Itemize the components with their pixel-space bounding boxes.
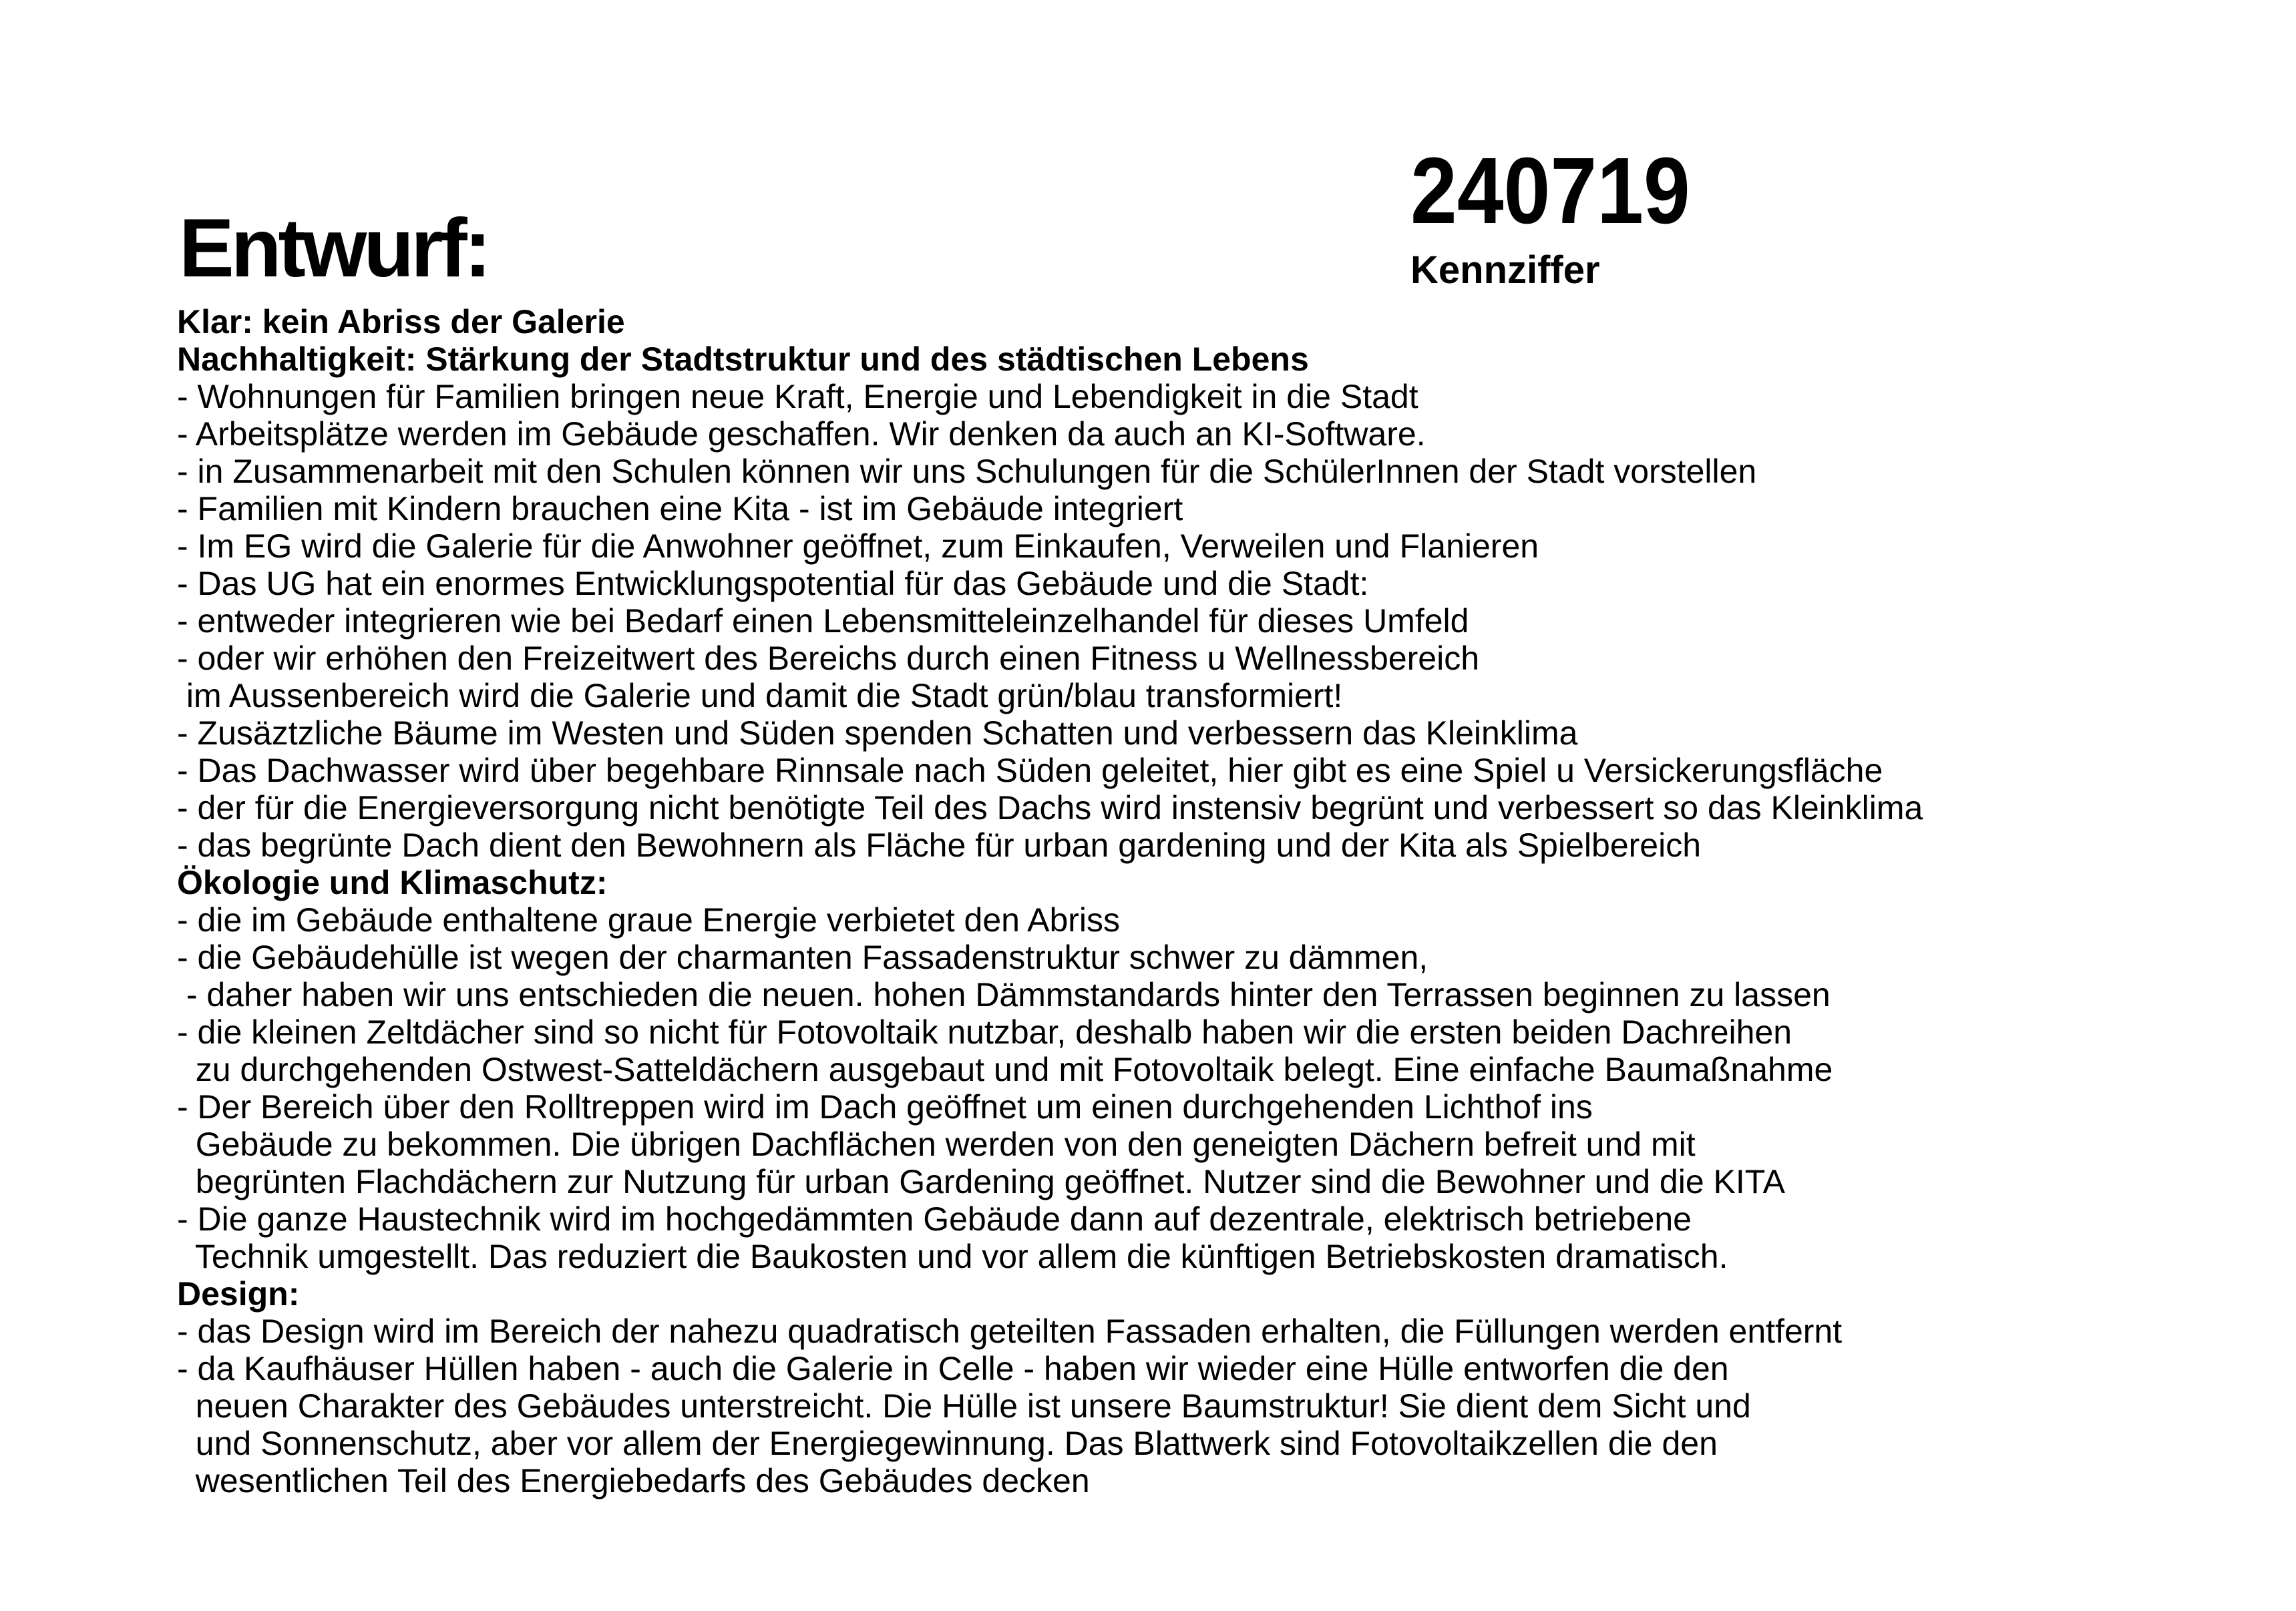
text-line: - die kleinen Zeltdächer sind so nicht für Fotovoltaik nutzbar, deshalb haben wir die ersten beiden Dachreihen — [177, 1013, 1792, 1051]
document-title: Entwurf: — [179, 202, 489, 294]
text-line: - entweder integrieren wie bei Bedarf einen Lebensmitteleinzelhandel für dieses Umfeld — [177, 602, 1469, 640]
text-line: Technik umgestellt. Das reduziert die Baukosten und vor allem die künftigen Betriebskosten dramatisch. — [177, 1238, 1728, 1275]
text-line: im Aussenbereich wird die Galerie und damit die Stadt grün/blau transformiert! — [177, 677, 1343, 714]
text-line: - das begrünte Dach dient den Bewohnern als Fläche für urban gardening und der Kita als Spielbereich — [177, 827, 1702, 864]
text-line: - Das Dachwasser wird über begehbare Rinnsale nach Süden geleitet, hier gibt es eine Spiel u Versickerungsfläche — [177, 752, 1883, 789]
code-number-label: Kennziffer — [1410, 248, 1600, 292]
text-line: zu durchgehenden Ostwest-Satteldächern ausgebaut und mit Fotovoltaik belegt. Eine einfache Baumaßnahme — [177, 1051, 1833, 1088]
text-line: - in Zusammenarbeit mit den Schulen können wir uns Schulungen für die SchülerInnen der Stadt vorstellen — [177, 453, 1757, 490]
heading-line: Klar: kein Abriss der Galerie — [177, 303, 625, 340]
text-line: - Familien mit Kindern brauchen eine Kita - ist im Gebäude integriert — [177, 490, 1183, 527]
text-line: - Die ganze Haustechnik wird im hochgedämmten Gebäude dann auf dezentrale, elektrisch betriebene — [177, 1200, 1692, 1238]
text-line: Gebäude zu bekommen. Die übrigen Dachflächen werden von den geneigten Dächern befreit und mit — [177, 1126, 1696, 1163]
text-line: - Arbeitsplätze werden im Gebäude geschaffen. Wir denken da auch an KI-Software. — [177, 415, 1426, 453]
text-line: - das Design wird im Bereich der nahezu quadratisch geteilten Fassaden erhalten, die Füllungen werden entfernt — [177, 1313, 1843, 1350]
text-line: - Im EG wird die Galerie für die Anwohner geöffnet, zum Einkaufen, Verweilen und Flanieren — [177, 527, 1539, 565]
text-line: - Zusäztzliche Bäume im Westen und Süden spenden Schatten und verbessern das Kleinklima — [177, 714, 1578, 752]
text-line: - oder wir erhöhen den Freizeitwert des Bereichs durch einen Fitness u Wellnessbereich — [177, 640, 1480, 677]
text-line: - die Gebäudehülle ist wegen der charmanten Fassadenstruktur schwer zu dämmen, — [177, 939, 1428, 976]
heading-line: Design: — [177, 1275, 300, 1313]
text-line: wesentlichen Teil des Energiebedarfs des Gebäudes decken — [177, 1462, 1090, 1500]
text-line: - Das UG hat ein enormes Entwicklungspotential für das Gebäude und die Stadt: — [177, 565, 1369, 602]
body-text — [177, 303, 2229, 1500]
text-line: - die im Gebäude enthaltene graue Energie verbietet den Abriss — [177, 901, 1121, 939]
text-line: - Wohnungen für Familien bringen neue Kraft, Energie und Lebendigkeit in die Stadt — [177, 378, 1418, 415]
heading-line: Ökologie und Klimaschutz: — [177, 864, 608, 901]
text-line: begrünten Flachdächern zur Nutzung für urban Gardening geöffnet. Nutzer sind die Bewohner und die KITA — [177, 1163, 1785, 1200]
text-line: - der für die Energieversorgung nicht benötigte Teil des Dachs wird instensiv begrünt und verbessert so das Kleinklima — [177, 789, 1923, 827]
text-line: und Sonnenschutz, aber vor allem der Energiegewinnung. Das Blattwerk sind Fotovoltaikzellen die den — [177, 1425, 1718, 1462]
text-line: neuen Charakter des Gebäudes unterstreicht. Die Hülle ist unsere Baumstruktur! Sie dient dem Sicht und — [177, 1387, 1751, 1425]
code-number: 240719 — [1410, 138, 1690, 243]
text-line: - da Kaufhäuser Hüllen haben - auch die Galerie in Celle - haben wir wieder eine Hülle entworfen die den — [177, 1350, 1729, 1387]
text-line: - Der Bereich über den Rolltreppen wird im Dach geöffnet um einen durchgehenden Lichthof ins — [177, 1088, 1593, 1126]
heading-line: Nachhaltigkeit: Stärkung der Stadtstruktur und des städtischen Lebens — [177, 340, 1309, 378]
text-line: - daher haben wir uns entschieden die neuen. hohen Dämmstandards hinter den Terrassen beginnen zu lassen — [177, 976, 1831, 1013]
